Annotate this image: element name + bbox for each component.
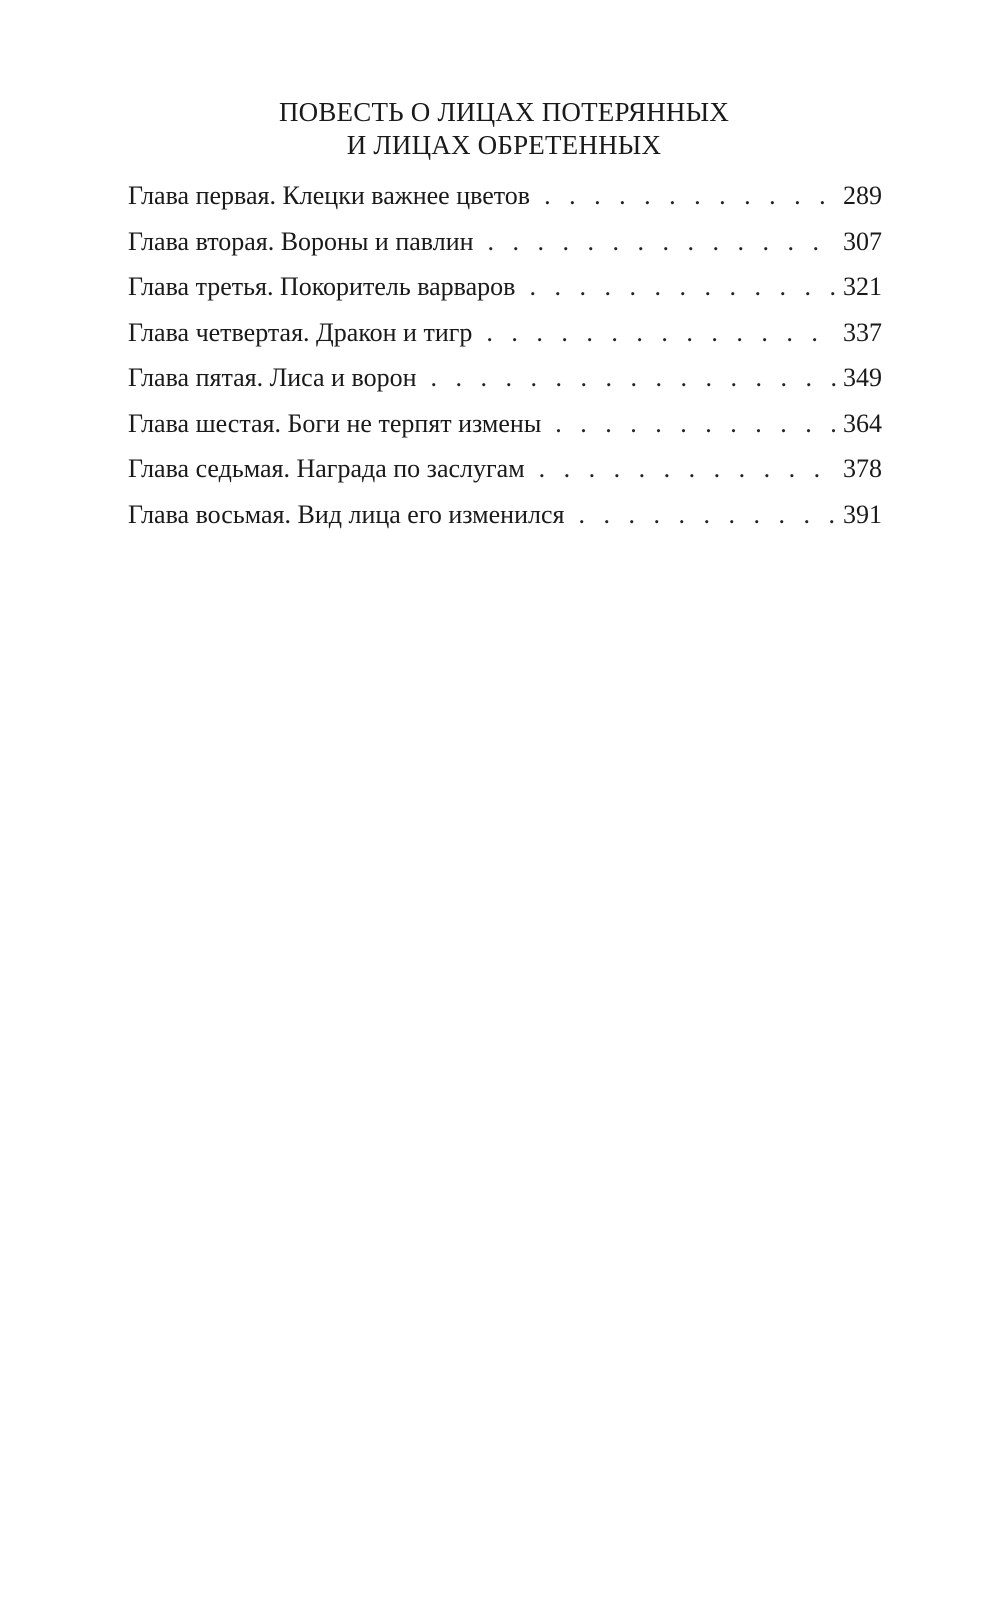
toc-entry: [128, 360, 882, 406]
toc-entry-page: 321: [843, 272, 882, 301]
toc-entry-title: Глава пятая. Лиса и ворон: [128, 363, 417, 392]
toc-leader-dots: [539, 451, 837, 487]
toc-entry-title: Глава седьмая. Награда по заслугам: [128, 454, 525, 483]
table-of-contents: [128, 178, 882, 542]
toc-entry-page: 307: [843, 226, 882, 256]
toc-entry-title: Глава вторая. Вороны и павлин: [128, 226, 474, 256]
toc-leader-dots: [431, 360, 838, 396]
toc-entry-title: Глава четвертая. Дракон и тигр: [128, 317, 473, 347]
toc-entry: [128, 315, 882, 361]
toc-entry-page: 378: [843, 454, 882, 483]
toc-entry: [128, 406, 882, 452]
toc-entry-page: 391: [843, 499, 882, 529]
toc-entry-page: 289: [843, 181, 882, 210]
toc-entry: [128, 497, 882, 543]
toc-leader-dots: [555, 406, 837, 442]
toc-entry: [128, 178, 882, 224]
toc-leader-dots: [486, 315, 837, 351]
toc-leader-dots: [488, 224, 837, 260]
toc-entry-title: Глава третья. Покоритель варваров: [128, 272, 516, 301]
section-title-line-1: ПОВЕСТЬ О ЛИЦАХ ПОТЕРЯННЫХ: [278, 97, 730, 127]
toc-entry-page: 364: [843, 408, 882, 438]
section-title-line-2: И ЛИЦАХ ОБРЕТЕННЫХ: [346, 130, 662, 160]
toc-entry-title: Глава шестая. Боги не терпят измены: [128, 408, 542, 438]
toc-leader-dots: [529, 269, 837, 305]
toc-leader-dots: [578, 497, 837, 533]
toc-entry-title: Глава восьмая. Вид лица его изменился: [128, 499, 565, 529]
toc-entry-page: 349: [843, 363, 882, 392]
toc-entry: [128, 269, 882, 315]
toc-entry-page: 337: [843, 317, 882, 347]
toc-leader-dots: [544, 178, 837, 214]
toc-entry-title: Глава первая. Клецки важнее цветов: [128, 181, 531, 210]
toc-entry: [128, 451, 882, 497]
toc-entry: [128, 224, 882, 270]
